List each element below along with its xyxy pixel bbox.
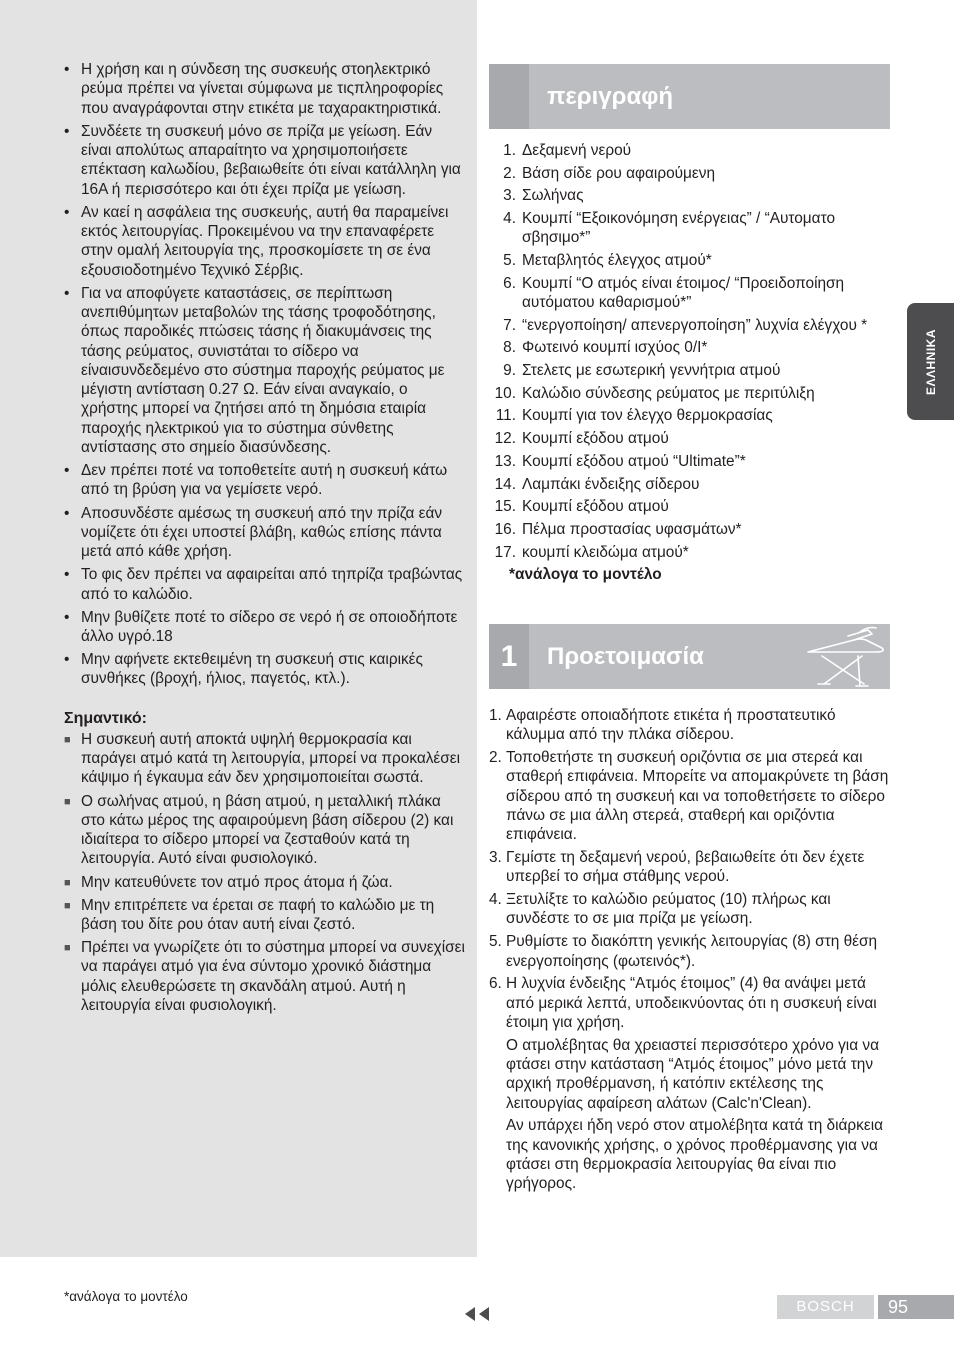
- parts-list-item: 7. “ενεργοποίηση/ απενεργοποίηση” λυχνία ελέγχου *: [503, 316, 868, 334]
- safety-bullet: • Αν καεί η ασφάλεια της συσκευής, αυτή θα παραμείνει εκτός λειτουργίας. Προκειμένου να την επαναφέρετε στην ομαλή λειτουργία της, προσκομίσετε τη σε ένα εξουσιοδοτημένο Τεχνικό Σέρβις.: [64, 203, 449, 279]
- bullet-dot: •: [64, 650, 70, 668]
- square-bullet: ■: [64, 795, 71, 808]
- bullet-dot: •: [64, 462, 70, 480]
- preparation-title: Προετοιμασία: [547, 643, 704, 670]
- preparation-step: 3. Γεμίστε τη δεξαμενή νερού, βεβαιωθείτε ότι δεν έχετε υπερβεί το σήμα στάθμης νερού.: [489, 849, 865, 886]
- preparation-header: [489, 624, 890, 689]
- parts-list-item: 5. Μεταβλητός έλεγχος ατμού*: [503, 252, 712, 270]
- preparation-step: 5. Ρυθμίστε το διακόπτη γενικής λειτουργίας (8) στη θέση ενεργοποίησης (φωτεινός*).: [489, 933, 878, 970]
- preparation-step: 1. Αφαιρέστε οποιαδήποτε ετικέτα ή προστατευτικό κάλυμμα από την πλάκα σίδερου.: [489, 707, 836, 744]
- page-number: 95: [878, 1295, 954, 1319]
- preparation-step: 6. Η λυχνία ένδειξης “Ατμός έτοιμος” (4) θα ανάψει μετά από μερικά λεπτά, υποδεικνύοντας ότι η συσκευή είναι έτοιμη για χρήση.: [489, 975, 877, 1031]
- brand-label: BOSCH: [777, 1295, 874, 1319]
- parts-list: [489, 141, 899, 585]
- safety-bullet: • Αποσυνδέστε αμέσως τη συσκευή από την πρίζα εάν νομίζετε ότι έχει υποστεί βλάβη, καθώς επίσης πάντα μετά από κάθε χρήση.: [64, 504, 443, 561]
- bullet-dot: •: [64, 608, 70, 626]
- ironing-board-icon: [802, 626, 888, 688]
- parts-list-item: 8. Φωτεινό κουμπί ισχύος 0/I*: [503, 339, 708, 357]
- section-number: 1: [489, 624, 529, 689]
- safety-bullet-list: [64, 60, 466, 689]
- bullet-dot: •: [64, 122, 70, 140]
- preparation-step: 4. Ξετυλίξτε το καλώδιο ρεύματος (10) πλήρως και συνδέστε το σε μια πρίζα με γείωση.: [489, 891, 831, 928]
- important-item: ■ Ο σωλήνας ατμού, η βάση ατμού, η μεταλλική πλάκα στο κάτω μέρος της αφαιρούμενη βάση σίδερου (2) και ιδιαίτερα το σίδερο μπορεί να ζεσταθούν κατά τη λειτουργία. Αυτό είναι φυσιολογικό.: [64, 792, 454, 868]
- preparation-steps: [489, 706, 893, 1197]
- parts-list-item: 6. Κουμπί “Ο ατμός είναι έτοιμος/ “Προειδοποίηση αυτόματου καθαρισμού*”: [503, 274, 845, 311]
- safety-bullet: • Μην βυθίζετε ποτέ το σίδερο σε νερό ή σε οποιοδήποτε άλλο υγρό.18: [64, 608, 458, 645]
- parts-list-item: 3. Σωλήνας: [503, 187, 584, 205]
- parts-list-item: 13. Κουμπί εξόδου ατμού “Ultimate”*: [494, 452, 746, 470]
- bullet-dot: •: [64, 284, 70, 302]
- parts-list-item: 4. Κουμπί “Εξοικονόμηση ενέργειας” / “Αυτοματο σβησιμο*”: [503, 210, 835, 247]
- parts-list-item: 1. Δεξαμενή νερού: [503, 142, 632, 159]
- square-bullet: ■: [64, 876, 71, 889]
- bullet-dot: •: [64, 203, 70, 221]
- description-title: περιγραφή: [547, 83, 674, 110]
- parts-list-item: 17. κουμπί κλειδώμα ατμού*: [494, 543, 689, 561]
- arrow-left-icon: [465, 1307, 475, 1321]
- square-bullet: ■: [64, 899, 71, 912]
- bullet-dot: •: [64, 61, 70, 78]
- model-note: *ανάλογα το μοντέλο: [509, 566, 662, 584]
- preparation-step-note: Αν υπάρχει ήδη νερό στον ατμολέβητα κατά τη διάρκεια της κανονικής χρήσης, ο χρόνος προθέρμανσης για να φτάσει στη θερμοκρασία λειτουργίας θα είναι πιο γρήγορος.: [506, 1117, 884, 1193]
- important-item: ■ Η συσκευή αυτή αποκτά υψηλή θερμοκρασία και παράγει ατμό κατά τη λειτουργία, μπορεί να προκαλέσει κάψιμο ή έγκαυμα εάν δεν χρησιμοποιείται σωστά.: [64, 730, 461, 787]
- safety-bullet: • Μην αφήνετε εκτεθειμένη τη συσκευή στις καιρικές συνθήκες (βροχή, ήλιος, παγετός, κτλ.).: [64, 650, 423, 688]
- footer-footnote: *ανάλογα το μοντέλο: [64, 1289, 188, 1304]
- safety-bullet: • Συνδέετε τη συσκευή μόνο σε πρίζα με γείωση. Εάν είναι απολύτως απαραίτητο να χρησιμοποιήσετε επέκταση καλωδίου, βεβαιωθείτε ότι είναι κατάλληλη για 16A ή περισσότερο και ότι έχει πρίζα με γείωση.: [64, 122, 461, 198]
- square-bullet: ■: [64, 942, 71, 955]
- parts-list-item: 10. Καλώδιο σύνδεσης ρεύματος με περιτύλιξη: [494, 384, 815, 402]
- bullet-dot: •: [64, 504, 70, 522]
- important-list: [64, 730, 466, 1015]
- important-item: ■ Μην κατευθύνετε τον ατμό προς άτομα ή ζώα.: [64, 873, 466, 892]
- language-tab-label: ΕΛΛΗΝΙΚΑ: [923, 328, 938, 395]
- parts-list-item: 12. Κουμπί εξόδου ατμού: [494, 430, 669, 448]
- important-heading: Σημαντικό:: [64, 709, 147, 727]
- important-item: ■ Πρέπει να γνωρίζετε ότι το σύστημα μπορεί να συνεχίσει να παράγει ατμό για ένα σύντομο χρονικό διάστημα μόλις ελευθερώσετε τη σκανδάλη ατμού. Αυτή η λειτουργία είναι φυσιολογική.: [64, 939, 465, 1014]
- square-bullet: ■: [64, 733, 71, 746]
- parts-list-item: 2. Βάση σίδε ρου αφαιρούμενη: [503, 164, 716, 182]
- description-header: [489, 64, 890, 129]
- preparation-step: 2. Τοποθετήστε τη συσκευή οριζόντια σε μια στερεά και σταθερή επιφάνεια. Μπορείτε να απομακρύνετε τη βάση σίδερου από τη συσκευή και να τοποθετήσετε το σίδερο πάνω σε μια άλλη στερεά, σταθερή και οριζόντια επιφάνεια.: [489, 749, 889, 844]
- description-header-block: [489, 64, 529, 129]
- safety-bullet: • Η χρήση και η σύνδεση της συσκευής στοηλεκτρικό ρεύμα πρέπει να γίνεται σύμφωνα με τιςπληροφορίες που αναγράφονται στην ετικέτα με ταχαρακτηριστικά.: [64, 61, 444, 117]
- safety-column: [64, 60, 466, 1019]
- parts-list-item: 14. Λαμπάκι ένδειξης σίδερου: [494, 475, 700, 493]
- safety-bullet: • Δεν πρέπει ποτέ να τοποθετείτε αυτή η συσκευή κάτω από τη βρύση για να γεμίσετε νερό.: [64, 462, 448, 499]
- preparation-step-note: Ο ατμολέβητας θα χρειαστεί περισσότερο χρόνο για να φτάσει στην κατάσταση “Ατμός έτοιμος” μόνο μετά την αρχική προθέρμανση, ή κατόπιν εκτέλεσης της λειτουργίας αφαίρεση αλάτων (Calc'n'Clean).: [506, 1036, 879, 1112]
- parts-list-item: 11. Κουμπί για τον έλεγχο θερμοκρασίας: [495, 407, 773, 425]
- previous-page-icon[interactable]: [463, 1306, 491, 1322]
- parts-list-item: 9. Στελετς με εσωτερική γεννήτρια ατμού: [503, 362, 781, 380]
- parts-list-item: 16. Πέλμα προστασίας υφασμάτων*: [494, 520, 742, 538]
- important-item: ■ Μην επιτρέπετε να έρεται σε παφή το καλώδιο με τη βάση του δίτε ρου όταν αυτή είναι ζεστό.: [64, 896, 435, 933]
- safety-bullet: • Για να αποφύγετε καταστάσεις, σε περίπτωση ανεπιθύμητων μεταβολών της τάσης τροφοδότησης, όπως παροδικές πτώσεις τάσης ή διακυμάνσεις της τάσης ρεύματος, συνιστάται το σίδερο να είναισυνδεδεμένο στο σύστημα παροχής ρεύματος με μέγιστη αντίσταση 0.27 Ω. Εάν είναι αναγκαίο, ο χρήστης μπορεί να ζητήσει από τη δημόσια εταιρία παροχής ηλεκτρικού για το σύστημα σύνθετης αντίστασης στο σημείο διασύνδεσης.: [64, 284, 445, 457]
- bullet-dot: •: [64, 566, 70, 584]
- language-tab: [907, 303, 954, 420]
- arrow-left-icon: [479, 1307, 489, 1321]
- parts-list-item: 15. Κουμπί εξόδου ατμού: [494, 498, 669, 516]
- safety-bullet: • Το φις δεν πρέπει να αφαιρείται από τηπρίζα τραβώντας από το καλώδιο.: [64, 566, 463, 603]
